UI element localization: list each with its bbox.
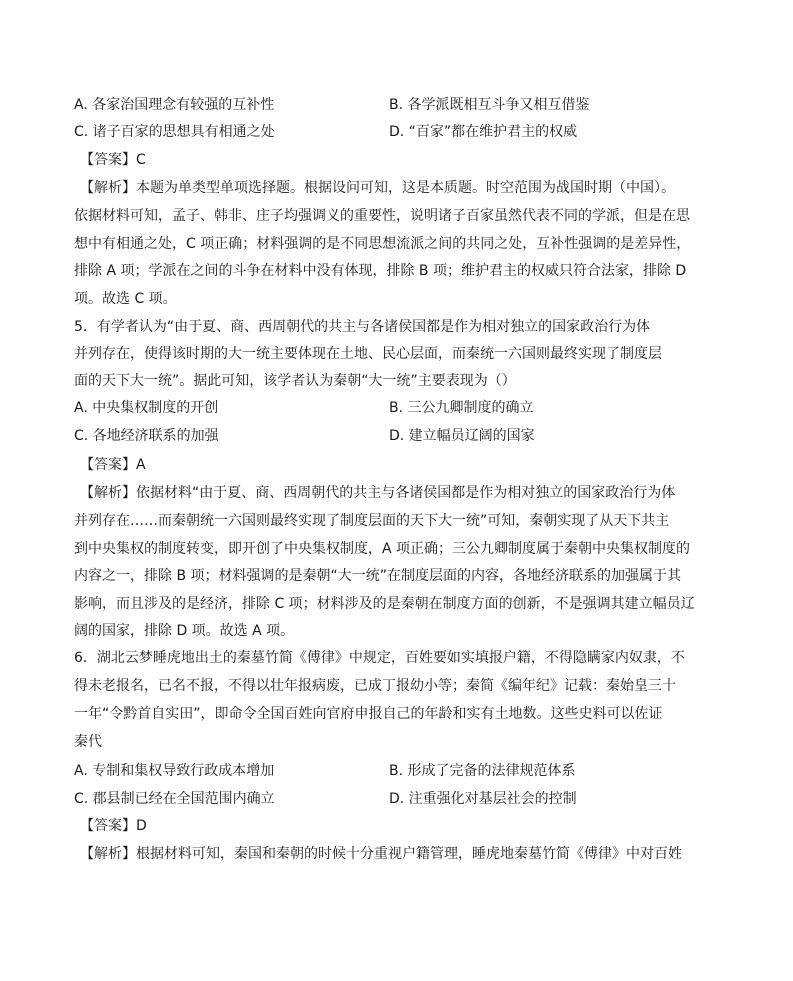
q5-analysis-line: 影响，而且涉及的是经济，排除 C 项；材料涉及的是秦朝在制度方面的创新，不是强调其建立幅员辽: [74, 596, 695, 612]
q6-stem-line: 秦代: [74, 734, 102, 750]
q6-option-c: C. 郡县制已经在全国范围内确立: [74, 791, 275, 807]
q5-option-c: C. 各地经济联系的加强: [74, 428, 219, 444]
q4-option-d: D. “百家”都在维护君主的权威: [389, 124, 578, 140]
q6-stem-line: 一年“令黔首自实田”，即命令全国百姓向官府申报自己的年龄和实有土地数。这些史料可以佐证: [74, 706, 663, 722]
q6-stem-line: 得未老报名，已名不报，不得以壮年报病废，已成丁报幼小等；秦简《编年纪》记载：秦始皇三十: [74, 678, 676, 694]
q4-option-b: B. 各学派既相互斗争又相互借鉴: [389, 97, 590, 113]
q5-analysis-line: 并列存在……而秦朝统一六国则最终实现了制度层面的天下大一统”可知，秦朝实现了从天下共主: [74, 513, 670, 529]
q4-analysis-line: 想中有相通之处，C 项正确；材料强调的是不同思想流派之间的共同之处，互补性强调的是差异性，: [74, 236, 691, 252]
q4-analysis-line: 【解析】本题为单类型单项选择题。根据设问可知，这是本质题。时空范围为战国时期（中国）。: [80, 180, 675, 196]
q6-option-a: A. 专制和集权导致行政成本增加: [74, 763, 275, 779]
q4-option-a: A. 各家治国理念有较强的互补性: [74, 97, 275, 113]
q5-analysis-line: 阔的国家，排除 D 项。故选 A 项。: [74, 623, 295, 639]
q4-analysis-line: 依据材料可知，孟子、韩非、庄子均强调义的重要性，说明诸子百家虽然代表不同的学派，但是在思: [74, 208, 690, 224]
q5-stem-line: 并列存在，使得该时期的大一统主要体现在土地、民心层面，而秦统一六国则最终实现了制度层: [74, 346, 662, 362]
q5-stem-line: 面的天下大一统”。据此可知，该学者认为秦朝“大一统”主要表现为（）: [74, 373, 516, 389]
q5-option-b: B. 三公九卿制度的确立: [389, 400, 534, 416]
q6-stem-line: 6．湖北云梦睡虎地出土的秦墓竹简《傅律》中规定，百姓要如实填报户籍，不得隐瞒家内奴隶，不: [74, 650, 685, 666]
q6-answer: 【答案】D: [80, 818, 147, 834]
q5-stem-line: 5．有学者认为“由于夏、商、西周朝代的共主与各诸侯国都是作为相对独立的国家政治行为体: [74, 319, 651, 335]
q4-analysis-line: 项。故选 C 项。: [74, 291, 177, 307]
q5-analysis-line: 【解析】依据材料“由于夏、商、西周朝代的共主与各诸侯国都是作为相对独立的国家政治行为体: [80, 485, 676, 501]
q5-option-a: A. 中央集权制度的开创: [74, 400, 219, 416]
q4-analysis-line: 排除 A 项；学派在之间的斗争在材料中没有体现，排除 B 项；维护君主的权威只符合法家，排除 D: [74, 263, 687, 279]
q6-option-b: B. 形成了完备的法律规范体系: [389, 763, 576, 779]
q5-analysis-line: 到中央集权的制度转变，即开创了中央集权制度，A 项正确；三公九卿制度属于秦朝中央集权制度的: [74, 541, 691, 557]
q4-answer: 【答案】C: [80, 152, 146, 168]
q5-answer: 【答案】A: [80, 457, 146, 473]
q5-analysis-line: 内容之一，排除 B 项；材料强调的是秦朝“大一统”在制度层面的内容，各地经济联系的加强属于其: [74, 568, 682, 584]
q6-analysis-line: 【解析】根据材料可知，秦国和秦朝的时候十分重视户籍管理，睡虎地秦墓竹简《傅律》中对百姓: [80, 846, 682, 862]
q6-option-d: D. 注重强化对基层社会的控制: [389, 791, 577, 807]
q5-option-d: D. 建立幅员辽阔的国家: [389, 428, 535, 444]
q4-option-c: C. 诸子百家的思想具有相通之处: [74, 124, 275, 140]
